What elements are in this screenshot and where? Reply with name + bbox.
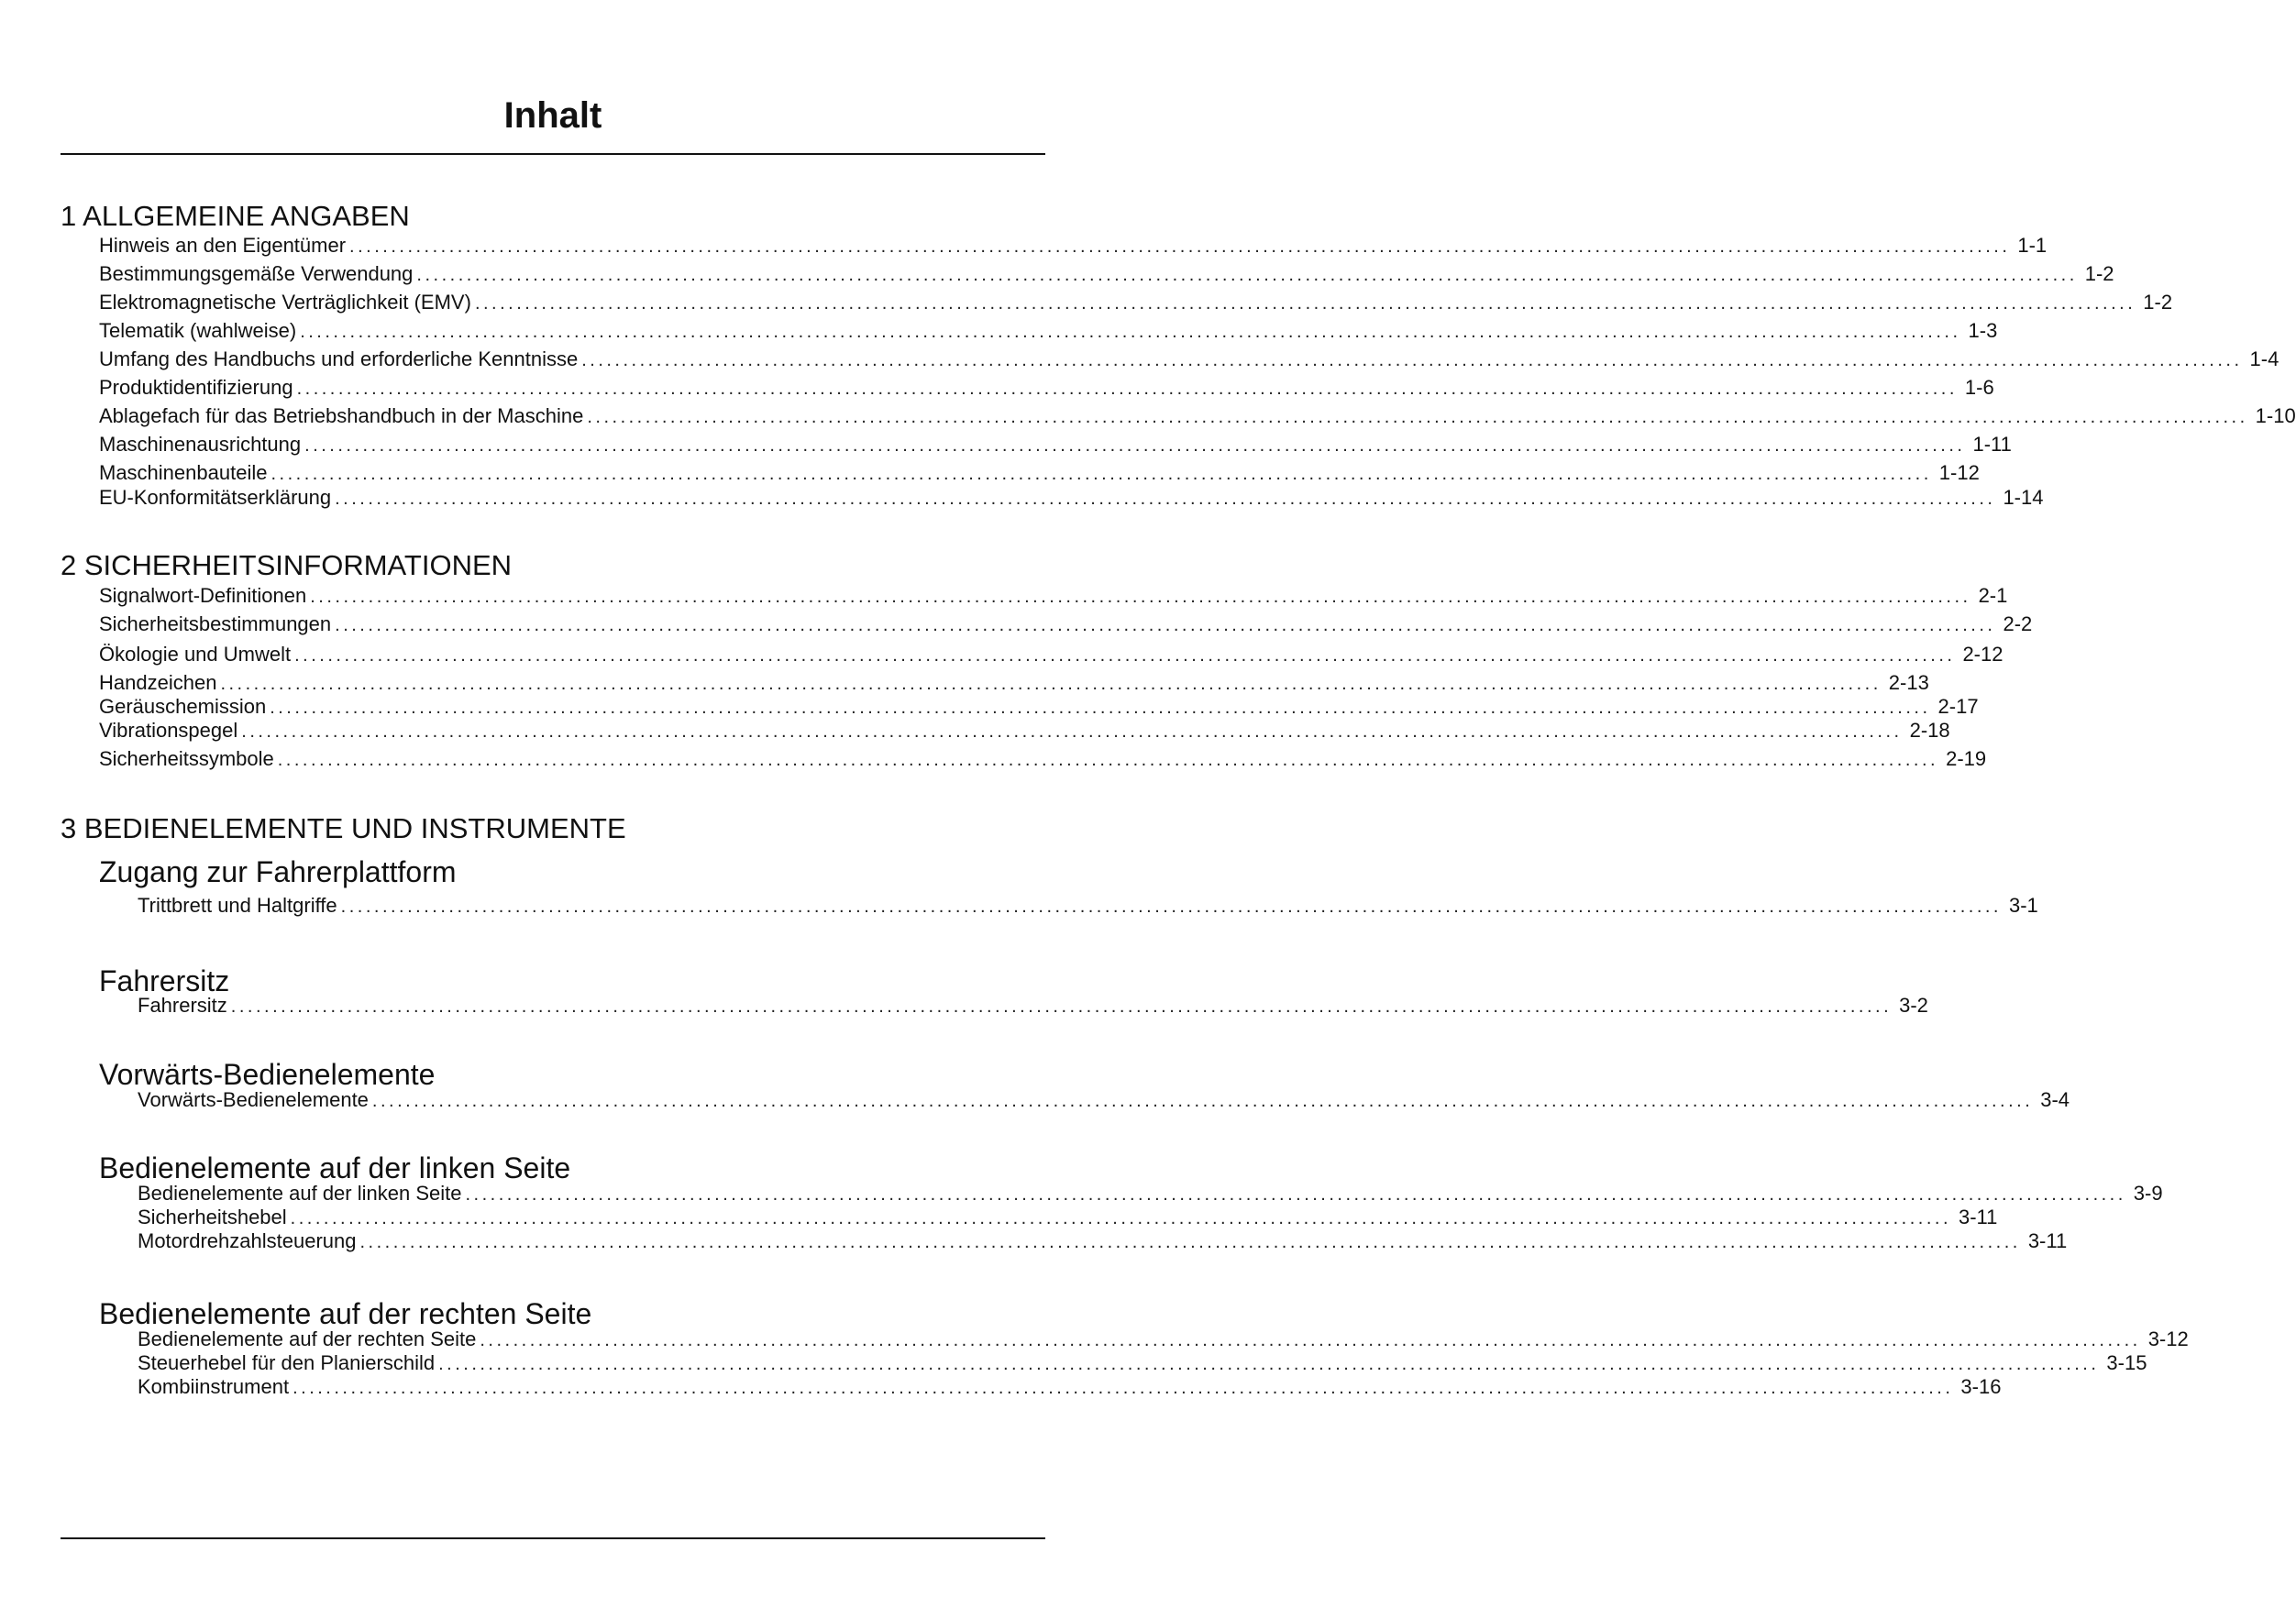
section-heading[interactable]: Zugang zur Fahrerplattform [99, 855, 457, 888]
toc-entry-label: Fahrersitz [138, 994, 227, 1017]
toc-entry-label: Vibrationspegel [99, 719, 238, 742]
toc-entry[interactable] [138, 1087, 2070, 1113]
toc-entry-label: Ökologie und Umwelt [99, 643, 292, 666]
toc-entry-label: Steuerhebel für den Planierschild [138, 1351, 436, 1374]
toc-entry[interactable] [99, 746, 1987, 772]
dot-leader: ........................................................................................................................................................................................................ [465, 1184, 2126, 1205]
toc-entry-label: Produktidentifizierung [99, 376, 293, 399]
section-heading[interactable]: Bedienelemente auf der linken Seite [99, 1151, 571, 1184]
dot-leader: ........................................................................................................................................................................................................ [438, 1354, 2100, 1374]
toc-entry-label: Hinweis an den Eigentümer [99, 234, 347, 257]
toc-entry-page: 1-3 [1968, 319, 1998, 342]
toc-entry-label: Bestimmungsgemäße Verwendung [99, 262, 414, 285]
toc-entry[interactable] [99, 318, 1998, 344]
toc-entry-label: Sicherheitshebel [138, 1206, 287, 1228]
toc-entry-label: Ablagefach für das Betriebshandbuch in der Maschine [99, 404, 584, 427]
dot-leader: ........................................................................................................................................................................................................ [587, 407, 2248, 427]
dot-leader: ........................................................................................................................................................................................................ [480, 1330, 2141, 1350]
toc-entry-label: Maschinenausrichtung [99, 433, 302, 456]
toc-entry-page: 1-4 [2249, 347, 2279, 370]
toc-entry-label: Geräuschemission [99, 695, 267, 718]
toc-entry[interactable] [99, 642, 2003, 667]
toc-entry[interactable] [138, 1327, 2189, 1352]
dot-leader: ........................................................................................................................................................................................................ [310, 587, 1971, 607]
toc-entry-page: 3-9 [2133, 1182, 2163, 1205]
dot-leader: ........................................................................................................................................................................................................ [241, 721, 1903, 742]
dot-leader: ........................................................................................................................................................................................................ [304, 435, 1966, 456]
dot-leader: ........................................................................................................................................................................................................ [293, 1378, 1954, 1398]
section-heading[interactable]: Vorwärts-Bedienelemente [99, 1058, 436, 1091]
toc-entry-page: 3-11 [2027, 1229, 2068, 1252]
dot-leader: ........................................................................................................................................................................................................ [220, 674, 1882, 694]
toc-entry[interactable] [138, 993, 1928, 1019]
toc-entry-label: Umfang des Handbuchs und erforderliche Kenntnisse [99, 347, 579, 370]
toc-entry-page: 2-13 [1888, 671, 1929, 694]
dot-leader: ........................................................................................................................................................................................................ [230, 997, 1893, 1017]
toc-entry-page: 1-11 [1972, 433, 2012, 456]
toc-entry-label: Bedienelemente auf der rechten Seite [138, 1327, 477, 1350]
toc-entry[interactable] [138, 1374, 2002, 1400]
bottom-rule [61, 1537, 1045, 1539]
toc-entry[interactable] [99, 290, 2173, 315]
toc-entry[interactable] [138, 1181, 2163, 1206]
toc-entry[interactable] [99, 460, 1980, 486]
toc-entry-page: 3-15 [2106, 1351, 2147, 1374]
toc-entry-label: Maschinenbauteile [99, 461, 268, 484]
toc-entry-page: 1-2 [2084, 262, 2114, 285]
toc-entry-page: 3-12 [2147, 1327, 2189, 1350]
dot-leader: ........................................................................................................................................................................................................ [290, 1208, 1951, 1228]
toc-entry-label: Kombiinstrument [138, 1375, 290, 1398]
dot-leader: ........................................................................................................................................................................................................ [416, 265, 2078, 285]
toc-entry-page: 1-12 [1938, 461, 1980, 484]
dot-leader: ........................................................................................................................................................................................................ [335, 489, 1996, 509]
toc-entry-page: 2-19 [1946, 747, 1987, 770]
toc-entry[interactable] [138, 1350, 2147, 1376]
toc-entry-label: Handzeichen [99, 671, 217, 694]
toc-entry-label: Sicherheitsbestimmungen [99, 612, 332, 635]
toc-entry-page: 3-2 [1899, 994, 1928, 1017]
toc-entry-label: Telematik (wahlweise) [99, 319, 297, 342]
section-heading[interactable]: Bedienelemente auf der rechten Seite [99, 1297, 592, 1330]
toc-entry[interactable] [99, 611, 2033, 637]
dot-leader: ........................................................................................................................................................................................................ [359, 1232, 2021, 1252]
dot-leader: ........................................................................................................................................................................................................ [294, 645, 1956, 666]
toc-entry-page: 2-17 [1937, 695, 1979, 718]
dot-leader: ........................................................................................................................................................................................................ [581, 350, 2243, 370]
toc-entry[interactable] [138, 1228, 2068, 1254]
toc-entry-page: 1-2 [2143, 291, 2173, 314]
toc-entry[interactable] [138, 1205, 1998, 1230]
toc-entry-label: Motordrehzahlsteuerung [138, 1229, 357, 1252]
dot-leader: ........................................................................................................................................................................................................ [300, 322, 1961, 342]
toc-entry-page: 2-12 [1962, 643, 2003, 666]
toc-entry-label: Trittbrett und Haltgriffe [138, 894, 337, 917]
toc-entry-label: Sicherheitssymbole [99, 747, 274, 770]
toc-entry-page: 1-6 [1964, 376, 1994, 399]
dot-leader: ........................................................................................................................................................................................................ [340, 897, 2002, 917]
toc-entry-label: Signalwort-Definitionen [99, 584, 307, 607]
toc-entry-page: 2-1 [1978, 584, 2008, 607]
dot-leader: ........................................................................................................................................................................................................ [335, 615, 1996, 635]
toc-entry-label: Elektromagnetische Verträglichkeit (EMV) [99, 291, 471, 314]
toc-entry-page: 1-1 [2017, 234, 2048, 257]
toc-entry-page: 2-18 [1909, 719, 1950, 742]
toc-entry[interactable] [99, 347, 2279, 372]
toc-entry-page: 1-10 [2255, 404, 2296, 427]
toc-entry-label: Bedienelemente auf der linken Seite [138, 1182, 462, 1205]
toc-entry-label: EU-Konformitätserklärung [99, 486, 332, 509]
toc-entry[interactable] [99, 694, 1979, 720]
toc-entry[interactable] [99, 403, 2296, 429]
toc-entry-page: 3-4 [2040, 1088, 2070, 1111]
chapter-heading[interactable]: 3 BEDIENELEMENTE UND INSTRUMENTE [61, 812, 626, 844]
toc-entry[interactable] [99, 583, 2008, 609]
toc-entry[interactable] [99, 718, 1950, 743]
dot-leader: ........................................................................................................................................................................................................ [296, 379, 1958, 399]
page-title: Inhalt [503, 95, 602, 136]
toc-entry[interactable] [138, 893, 2038, 919]
dot-leader: ........................................................................................................................................................................................................ [270, 464, 1932, 484]
chapter-heading[interactable]: 1 ALLGEMEINE ANGABEN [61, 200, 410, 232]
dot-leader: ........................................................................................................................................................................................................ [277, 750, 1939, 770]
dot-leader: ........................................................................................................................................................................................................ [270, 698, 1931, 718]
section-heading[interactable]: Fahrersitz [99, 964, 230, 997]
toc-entry-page: 3-11 [1959, 1206, 1998, 1228]
dot-leader: ........................................................................................................................................................................................................ [474, 293, 2136, 314]
toc-entry-page: 2-2 [2003, 612, 2033, 635]
toc-entry-page: 1-14 [2003, 486, 2044, 509]
toc-entry[interactable] [99, 375, 1994, 401]
toc-entry-label: Vorwärts-Bedienelemente [138, 1088, 369, 1111]
toc-entry[interactable] [99, 485, 2044, 511]
toc-entry[interactable] [99, 432, 2012, 457]
toc-entry-page: 3-16 [1960, 1375, 2002, 1398]
dot-leader: ........................................................................................................................................................................................................ [349, 237, 2011, 257]
toc-entry[interactable] [99, 233, 2048, 259]
dot-leader: ........................................................................................................................................................................................................ [371, 1091, 2034, 1111]
toc-entry-page: 3-1 [2008, 894, 2038, 917]
toc-entry[interactable] [99, 670, 1929, 696]
toc-entry[interactable] [99, 261, 2114, 287]
chapter-heading[interactable]: 2 SICHERHEITSINFORMATIONEN [61, 549, 513, 581]
